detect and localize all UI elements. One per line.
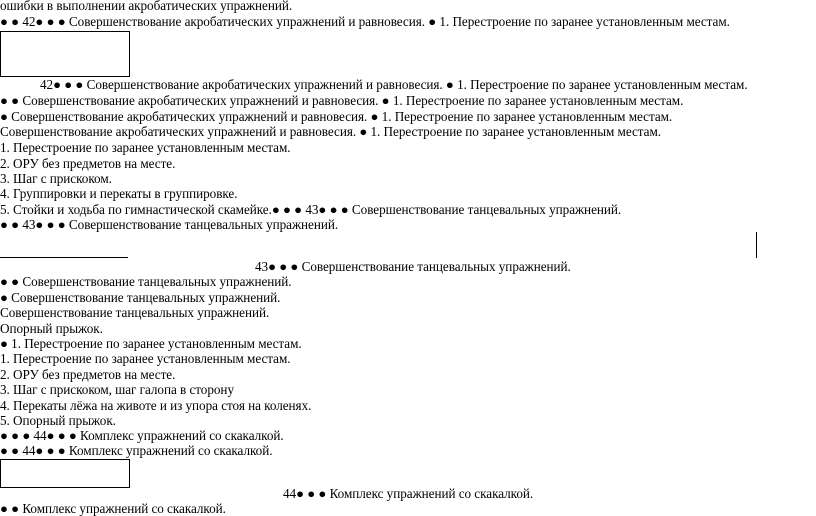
text-line-24: ● ● ● 44● ● ● Комплекс упражнений со скакалкой. (0, 428, 284, 443)
text-line-27: ● ● Комплекс упражнений со скакалкой. (0, 501, 226, 516)
text-line-7: 1. Перестроение по заранее установленным местам. (0, 140, 291, 155)
text-line-5: ● Совершенствование акробатических упражнений и равновесия. ● 1. Перестроение по заранее установленным местам. (0, 109, 673, 124)
text-line-13: 43● ● ● Совершенствование танцевальных упражнений. (255, 259, 571, 274)
text-line-1: ошибки в выполнении акробатических упражнений. (0, 0, 293, 13)
text-line-23: 5. Опорный прыжок. (0, 413, 116, 428)
vertical-rule (756, 232, 757, 258)
text-line-2: ● ● 42● ● ● Совершенствование акробатических упражнений и равновесия. ● 1. Перестроение по заранее установленным местам. (0, 14, 730, 29)
text-line-12: ● ● 43● ● ● Совершенствование танцевальных упражнений. (0, 217, 339, 232)
text-line-26: 44● ● ● Комплекс упражнений со скакалкой. (283, 486, 534, 501)
text-line-21: 3. Шаг с прискоком, шаг галопа в сторону (0, 382, 234, 397)
rule-1 (0, 257, 128, 258)
placeholder-box-2 (0, 459, 130, 488)
text-line-4: ● ● Совершенствование акробатических упражнений и равновесия. ● 1. Перестроение по заранее установленным местам. (0, 93, 684, 108)
text-line-15: ● Совершенствование танцевальных упражнений. (0, 290, 281, 305)
text-line-6: Совершенствование акробатических упражнений и равновесия. ● 1. Перестроение по заранее установленным местам. (0, 124, 661, 139)
text-line-25: ● ● 44● ● ● Комплекс упражнений со скакалкой. (0, 443, 273, 458)
text-line-18: ● 1. Перестроение по заранее установленным местам. (0, 336, 302, 351)
text-line-11: 5. Стойки и ходьба по гимнастической скамейке.● ● ● 43● ● ● Совершенствование танцевальных упражнений. (0, 202, 622, 217)
text-line-10: 4. Группировки и перекаты в группировке. (0, 186, 238, 201)
text-line-20: 2. ОРУ без предметов на месте. (0, 367, 176, 382)
text-line-16: Совершенствование танцевальных упражнений. (0, 305, 270, 320)
text-line-19: 1. Перестроение по заранее установленным местам. (0, 351, 291, 366)
placeholder-box-1 (0, 31, 130, 77)
text-line-14: ● ● Совершенствование танцевальных упражнений. (0, 274, 292, 289)
text-line-3: 42● ● ● Совершенствование акробатических упражнений и равновесия. ● 1. Перестроение по заранее установленным местам. (40, 77, 748, 92)
text-line-17: Опорный прыжок. (0, 321, 103, 336)
text-line-22: 4. Перекаты лёжа на животе и из упора стоя на коленях. (0, 398, 312, 413)
text-line-9: 3. Шаг с прискоком. (0, 171, 112, 186)
text-line-8: 2. ОРУ без предметов на месте. (0, 156, 176, 171)
